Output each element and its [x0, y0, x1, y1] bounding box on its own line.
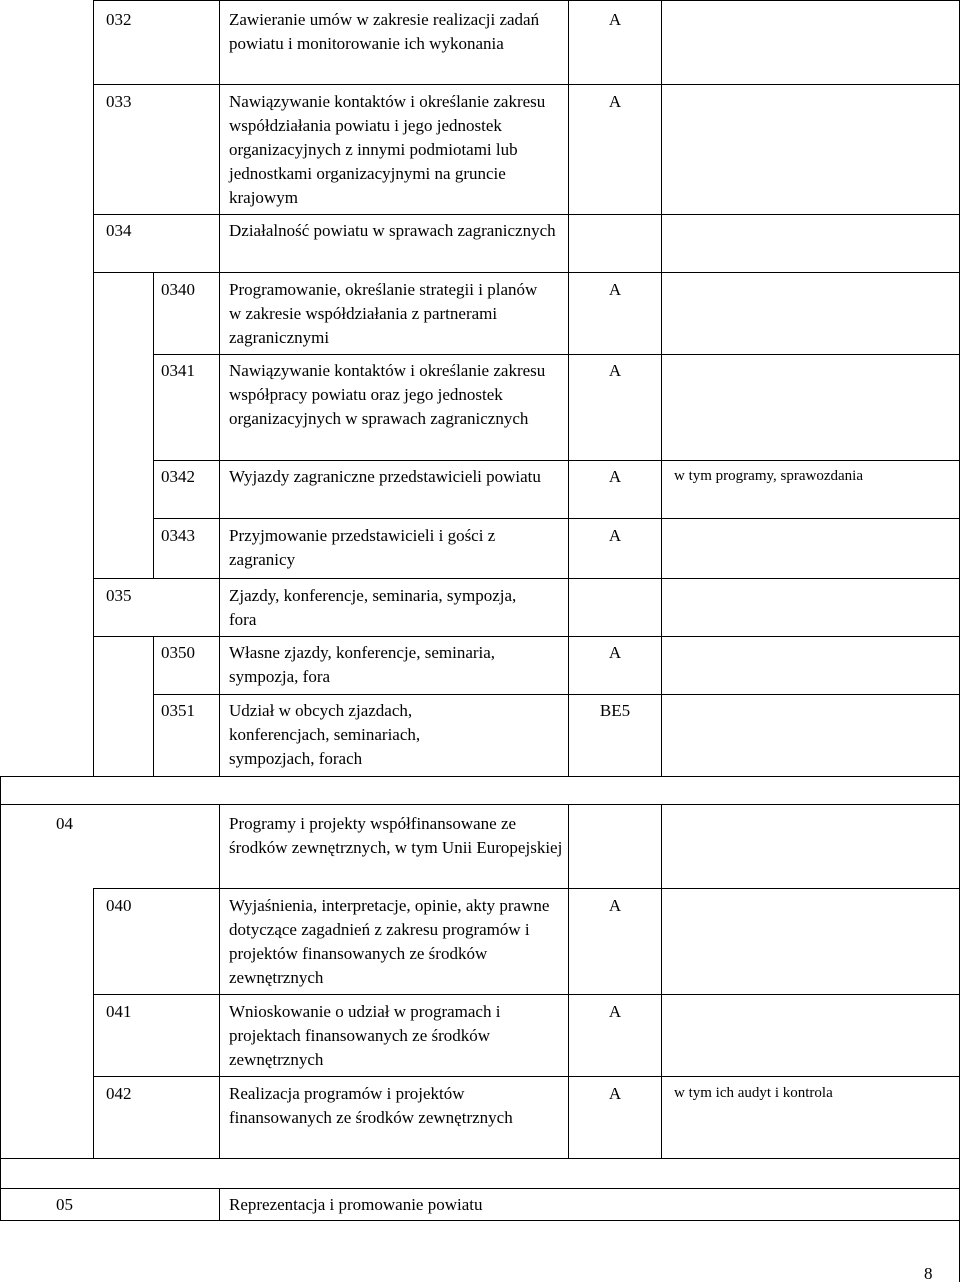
row-subcode: 0343	[161, 526, 195, 545]
row-code: 034	[106, 221, 132, 240]
row-divider	[153, 460, 960, 461]
column-divider	[219, 1188, 220, 1220]
row-description: Przyjmowanie przedstawicieli i gości z zagranicy	[229, 526, 496, 569]
table-border	[93, 0, 94, 776]
row-divider	[0, 1188, 960, 1189]
page-number: 8	[924, 1264, 933, 1283]
row-divider	[153, 518, 960, 519]
row-description: Zawieranie umów w zakresie realizacji zadań powiatu i monitorowanie ich wykonania	[229, 10, 540, 53]
column-divider	[153, 272, 154, 578]
row-description: Nawiązywanie kontaktów i określanie zakresu współdziałania powiatu i jego jednostek organizacyjnych z innymi podmiotami lub jednostkami organizacyjnymi na gruncie krajowym	[229, 92, 546, 207]
archive-category: A	[608, 280, 622, 299]
row-description: Własne zjazdy, konferencje, seminaria, sympozja, fora	[229, 643, 496, 686]
row-code: 033	[106, 92, 132, 111]
row-description: Realizacja programów i projektów finansowanych ze środków zewnętrznych	[229, 1084, 513, 1127]
row-code: 04	[56, 814, 73, 833]
row-subcode: 0351	[161, 701, 195, 720]
row-description: Zjazdy, konferencje, seminaria, sympozja, fora	[229, 586, 517, 629]
row-description: Wnioskowanie o udział w programach i projektach finansowanych ze środków zewnętrznych	[229, 1002, 501, 1069]
archive-category: A	[608, 1084, 622, 1103]
row-divider	[93, 84, 960, 85]
row-subcode: 0341	[161, 361, 195, 380]
row-description: Nawiązywanie kontaktów i określanie zakresu współpracy powiatu oraz jego jednostek organizacyjnych w sprawach zagranicznych	[229, 361, 546, 428]
column-divider	[661, 804, 662, 1158]
row-subcode: 0350	[161, 643, 195, 662]
row-code: 041	[106, 1002, 132, 1021]
row-divider	[0, 1158, 960, 1159]
row-note: w tym programy, sprawozdania	[674, 468, 863, 484]
row-description: Programowanie, określanie strategii i planów w zakresie współdziałania z partnerami zagranicznymi	[229, 280, 538, 347]
row-subcode: 0340	[161, 280, 195, 299]
archive-category: A	[608, 896, 622, 915]
row-description: Wyjazdy zagraniczne przedstawicieli powiatu	[229, 467, 541, 486]
column-divider	[568, 804, 569, 1158]
row-subcode: 0342	[161, 467, 195, 486]
archive-category: BE5	[599, 701, 631, 720]
row-code: 05	[56, 1195, 73, 1214]
row-divider	[153, 694, 960, 695]
table-border	[0, 1220, 960, 1221]
row-divider	[93, 578, 960, 579]
row-divider	[93, 888, 960, 889]
row-code: 042	[106, 1084, 132, 1103]
table-border	[0, 776, 1, 1220]
archive-category: A	[608, 1002, 622, 1021]
row-code: 040	[106, 896, 132, 915]
column-divider	[661, 0, 662, 776]
archive-category: A	[608, 361, 622, 380]
row-description: Programy i projekty współfinansowane ze środków zewnętrznych, w tym Unii Europejskiej	[229, 814, 563, 857]
column-divider	[93, 888, 94, 1158]
row-divider	[93, 636, 960, 637]
row-divider	[93, 1076, 960, 1077]
row-divider	[93, 272, 960, 273]
row-divider	[153, 354, 960, 355]
row-code: 035	[106, 586, 132, 605]
archive-category: A	[608, 92, 622, 111]
column-divider	[568, 0, 569, 776]
archive-category: A	[608, 526, 622, 545]
archive-category: A	[608, 10, 622, 29]
archive-category: A	[608, 643, 622, 662]
row-divider	[93, 214, 960, 215]
row-divider	[0, 776, 960, 777]
row-description: Działalność powiatu w sprawach zagranicznych	[229, 221, 556, 240]
row-note: w tym ich audyt i kontrola	[674, 1085, 833, 1101]
archive-category: A	[608, 467, 622, 486]
row-divider	[93, 994, 960, 995]
row-description: Udział w obcych zjazdach, konferencjach, seminariach, sympozjach, forach	[229, 701, 421, 768]
row-description: Wyjaśnienia, interpretacje, opinie, akty prawne dotyczące zagadnień z zakresu programów i projektów finansowanych ze środków zewnętrznych	[229, 896, 550, 987]
column-divider	[219, 0, 220, 776]
row-divider	[0, 804, 960, 805]
row-description: Reprezentacja i promowanie powiatu	[229, 1195, 483, 1214]
column-divider	[153, 636, 154, 776]
column-divider	[219, 804, 220, 1158]
row-code: 032	[106, 10, 132, 29]
table-border	[93, 0, 960, 1]
